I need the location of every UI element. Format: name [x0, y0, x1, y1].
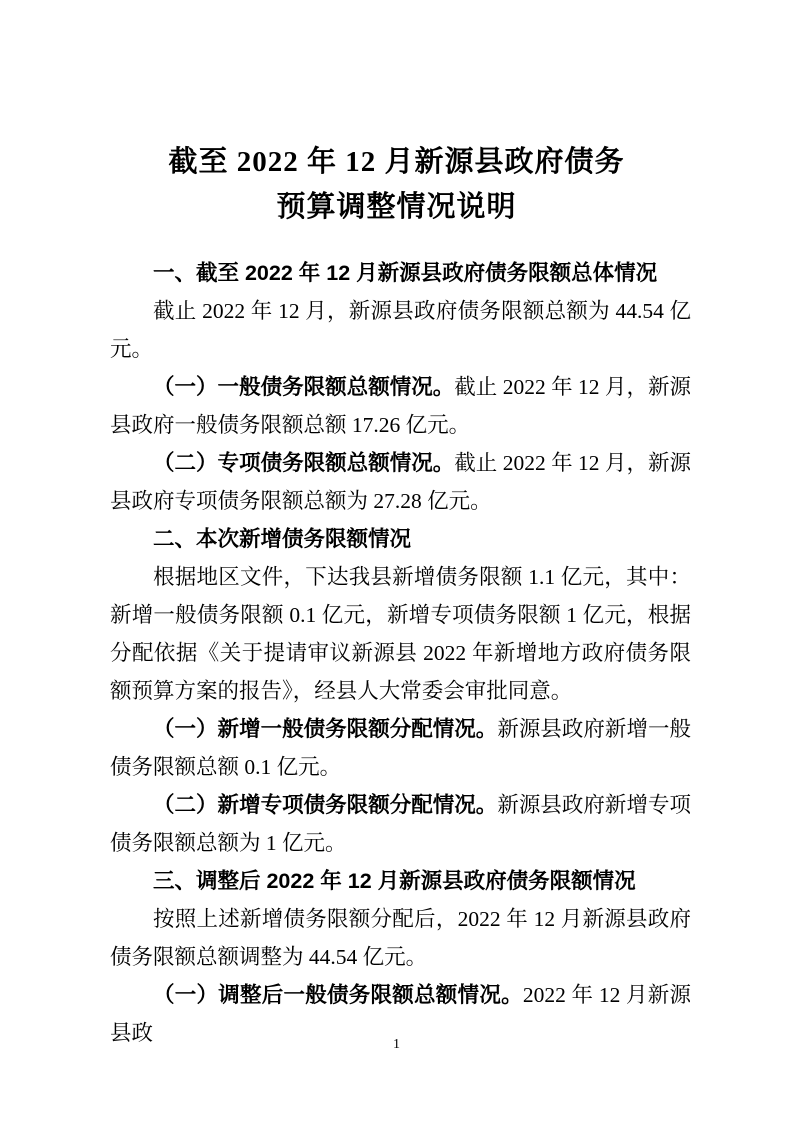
paragraph-text: 截止 2022 年 12 月，新源县政府专项债务限额总额为 27.28 亿元。	[110, 451, 691, 513]
paragraph-lead: （一）一般债务限额总额情况。	[153, 375, 455, 399]
document-title	[0, 140, 793, 230]
paragraph-text: 三、调整后 2022 年 12 月新源县政府债务限额情况	[153, 869, 636, 893]
page-number: 1	[393, 1037, 400, 1052]
body-paragraph	[110, 900, 691, 976]
paragraph-lead: （二）新增专项债务限额分配情况。	[153, 793, 498, 817]
paragraph-lead: （一）新增一般债务限额分配情况。	[153, 717, 498, 741]
body-paragraph	[110, 710, 691, 786]
document-title-line-1: 截至 2022 年 12 月新源县政府债务	[168, 146, 625, 178]
paragraph-text: 根据地区文件，下达我县新增债务限额 1.1 亿元，其中：新增一般债务限额 0.1 亿元，新增专项债务限额 1 亿元，根据分配依据《关于提请审议新源县 2022 年新增地方政府债务限额预算方案的报告》，经县人大常委会审批同意。	[110, 565, 691, 703]
section-heading	[110, 520, 691, 558]
paragraph-text: 二、本次新增债务限额情况	[153, 527, 412, 551]
section-heading	[110, 862, 691, 900]
paragraph-text: 按照上述新增债务限额分配后，2022 年 12 月新源县政府债务限额总额调整为 44.54 亿元。	[110, 907, 691, 969]
body-paragraph	[110, 558, 691, 710]
section-heading	[110, 254, 691, 292]
paragraph-lead: （一）调整后一般债务限额总额情况。	[153, 983, 523, 1007]
body-paragraph	[110, 292, 691, 368]
paragraph-text: 2022 年 12 月新源县政	[110, 983, 691, 1045]
paragraph-text: 一、截至 2022 年 12 月新源县政府债务限额总体情况	[153, 261, 658, 285]
document-body	[110, 254, 691, 1052]
paragraph-text: 截止 2022 年 12 月，新源县政府债务限额总额为 44.54 亿元。	[110, 299, 691, 361]
body-paragraph	[110, 786, 691, 862]
paragraph-text: 截止 2022 年 12 月，新源县政府一般债务限额总额 17.26 亿元。	[110, 375, 691, 437]
body-paragraph	[110, 368, 691, 444]
document-title-line-2: 预算调整情况说明	[276, 191, 517, 223]
paragraph-text: 新源县政府新增一般债务限额总额 0.1 亿元。	[110, 717, 691, 779]
paragraph-text: 新源县政府新增专项债务限额总额为 1 亿元。	[110, 793, 691, 855]
body-paragraph	[110, 444, 691, 520]
paragraph-lead: （二）专项债务限额总额情况。	[153, 451, 455, 475]
